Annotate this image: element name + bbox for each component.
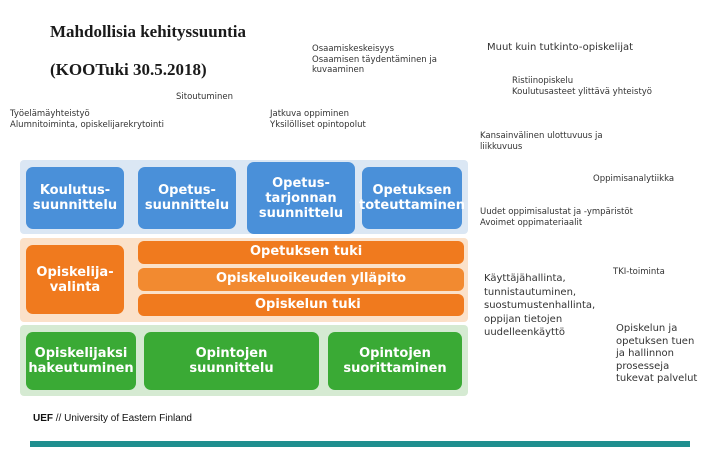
box-opetussuunnittelu: Opetus- suunnittelu [138,167,236,229]
box-opintojen-suorittaminen: Opintojen suorittaminen [328,332,462,390]
note-osaamiskeskeisyys: Osaamiskeskeisyys Osaamisen täydentäminen ja kuvaaminen [312,44,437,75]
footer [33,413,192,424]
row-opiskeluoikeuden-yllapito [138,268,464,291]
row-opiskeluoikeuden-yllapito-label: Opiskeluoikeuden ylläpito [216,271,407,286]
box-opiskelijavalinta: Opiskelija- valinta [26,245,124,314]
note-jatkuva: Jatkuva oppiminen Yksilölliset opintopolut [270,109,366,130]
note-sitoutuminen: Sitoutuminen [176,92,234,102]
footer-text: // University of Eastern Finland [53,413,192,424]
box-koulutussuunnittelu: Koulutus- suunnittelu [26,167,124,229]
note-opiskelun-tuki-palvelut: Opiskelun ja opetuksen tuen ja hallinnon prosesseja tukevat palvelut [616,323,698,384]
row-opiskelun-tuki [138,294,464,316]
note-tyoelama: Työelämäyhteistyö Alumnitoiminta, opiskelijarekrytointi [10,109,164,130]
note-tki: TKI-toiminta [613,267,665,277]
bottom-bar [30,441,690,447]
box-opintojen-suunnittelu: Opintojen suunnittelu [144,332,319,390]
note-kansainvalinen: Kansainvälinen ulottuvuus ja liikkuvuus [480,131,603,152]
footer-brand: UEF [33,413,53,424]
note-kayttajahallinta: Käyttäjähallinta, tunnistautuminen, suostumustenhallinta, oppijan tietojen uudelleenkäyttö [484,273,596,338]
row-opiskelun-tuki-label: Opiskelun tuki [255,297,361,312]
note-muut: Muut kuin tutkinto-opiskelijat [487,42,634,53]
title-line-2: (KOOTuki 30.5.2018) [50,60,207,79]
box-opetustarjonnan-suunnittelu: Opetus- tarjonnan suunnittelu [247,162,355,234]
note-uudet: Uudet oppimisalustat ja -ympäristöt Avoimet oppimateriaalit [480,207,633,228]
note-ristiinopiskelu: Ristiinopiskelu Koulutusasteet ylittävä yhteistyö [512,76,653,97]
box-opiskelijaksi-hakeutuminen: Opiskelijaksi hakeutuminen [26,332,136,390]
row-opetuksen-tuki-label: Opetuksen tuki [250,244,363,259]
box-opetuksen-toteuttaminen: Opetuksen toteuttaminen [362,167,462,229]
note-oppimisanalytiikka: Oppimisanalytiikka [593,174,675,184]
title-line-1: Mahdollisia kehityssuuntia [50,22,247,41]
row-opetuksen-tuki [138,241,464,264]
